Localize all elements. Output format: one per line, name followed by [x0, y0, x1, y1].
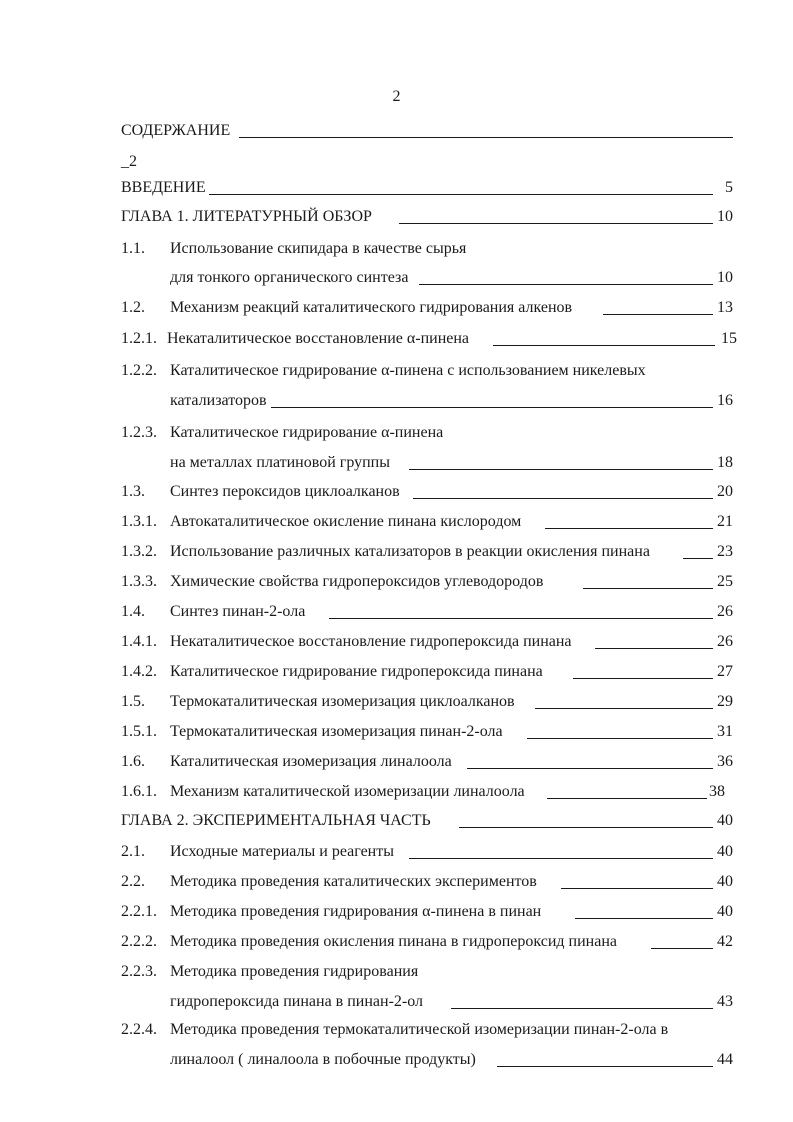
toc-entry — [121, 872, 733, 892]
toc-entry-text: Синтез пинан-2-ола — [170, 603, 306, 620]
toc-leader — [413, 498, 713, 499]
toc-entry-text: Методика проведения гидрирования — [170, 963, 419, 980]
toc-entry-text: Синтез пероксидов циклоалканов — [170, 483, 400, 500]
toc-entry-number: 1.4. — [121, 603, 145, 620]
toc-leader — [561, 888, 713, 889]
toc-entry — [121, 542, 733, 562]
toc-entry-page: 26 — [717, 633, 733, 650]
toc-entry-number: 1.1. — [121, 240, 145, 257]
toc-leader — [603, 314, 713, 315]
toc-leader — [459, 827, 713, 828]
toc-leader — [271, 407, 713, 408]
toc-entry-number: 1.2.1. — [121, 330, 157, 347]
toc-entry-number: 1.4.1. — [121, 633, 157, 650]
toc-entry — [121, 962, 733, 982]
toc-entry-page: 40 — [717, 873, 733, 890]
toc-entry — [121, 482, 733, 502]
toc-entry — [121, 811, 733, 831]
toc-leader — [651, 948, 713, 949]
toc-entry-page: 29 — [717, 693, 733, 710]
toc-entry-number: 1.2. — [121, 299, 145, 316]
toc-entry-number: 1.5.1. — [121, 723, 157, 740]
toc-entry-number: 2.1. — [121, 843, 145, 860]
toc-entry — [121, 902, 733, 922]
toc-entry-page: 42 — [717, 933, 733, 950]
toc-entry-number: 2.2. — [121, 873, 145, 890]
toc-entry — [121, 512, 733, 532]
toc-entry-page: 20 — [717, 483, 733, 500]
toc-entry — [121, 932, 733, 952]
toc-leader — [497, 1066, 713, 1067]
toc-entry-text: Химические свойства гидропероксидов углеводородов — [170, 573, 544, 590]
toc-leader — [575, 918, 713, 919]
toc-entry-text: Некаталитическое восстановление гидропероксида пинана — [170, 633, 572, 650]
toc-entry-text: Механизм каталитической изомеризации линалоола — [170, 783, 525, 800]
toc-leader — [467, 768, 713, 769]
toc-entry-text: Каталитическое гидрирование α-пинена с использованием никелевых — [170, 362, 646, 379]
toc-entry — [121, 662, 733, 682]
toc-entry-page: 10 — [717, 208, 733, 225]
toc-entry-page: 27 — [717, 663, 733, 680]
toc-leader — [409, 858, 713, 859]
toc-entry-number: 1.5. — [121, 693, 145, 710]
toc-entry-text: на металлах платиновой группы — [170, 454, 390, 471]
toc-entry — [121, 1020, 733, 1040]
toc-leader — [527, 738, 713, 739]
toc-entry — [121, 453, 733, 473]
toc-entry-page: 23 — [717, 543, 733, 560]
toc-entry-number: 1.6. — [121, 753, 145, 770]
toc-entry — [121, 361, 733, 381]
toc-entry-page: 13 — [717, 299, 733, 316]
toc-leader — [399, 223, 713, 224]
toc-entry-text: Каталитическая изомеризация линалоола — [170, 753, 452, 770]
toc-leader — [595, 648, 713, 649]
toc-leader — [409, 469, 713, 470]
toc-entry — [121, 1050, 733, 1070]
toc-entry-page: 21 — [717, 513, 733, 530]
toc-entry — [121, 692, 733, 712]
page-number: 2 — [392, 88, 401, 105]
toc-entry-page: 44 — [717, 1051, 733, 1068]
toc-entry-text: Использование различных катализаторов в реакции окисления пинана — [170, 543, 650, 560]
toc-entry-page: 5 — [725, 179, 733, 196]
toc-entry-text: Механизм реакций каталитического гидрирования алкенов — [170, 299, 573, 316]
toc-entry-number: 1.4.2. — [121, 663, 157, 680]
toc-entry-text: Автокаталитическое окисление пинана кислородом — [170, 513, 522, 530]
toc-leader — [573, 678, 713, 679]
toc-entry-text: Каталитическое гидрирование гидропероксида пинана — [170, 663, 543, 680]
toc-entry — [121, 329, 737, 349]
toc-entry-number: 2.2.1. — [121, 903, 157, 920]
toc-entry-page: 40 — [717, 843, 733, 860]
toc-entry — [121, 992, 733, 1012]
toc-entry-text: катализаторов — [170, 392, 267, 409]
toc-entry — [121, 842, 733, 862]
toc-entry — [121, 632, 733, 652]
toc-leader — [329, 618, 713, 619]
toc-entry-text: Методика проведения каталитических экспериментов — [170, 873, 537, 890]
toc-entry-page: 40 — [717, 812, 733, 829]
toc-entry-page: 31 — [717, 723, 733, 740]
toc-entry-text: ГЛАВА 2. ЭКСПЕРИМЕНТАЛЬНАЯ ЧАСТЬ — [121, 812, 431, 829]
toc-entry-text: Методика проведения окисления пинана в гидропероксид пинана — [170, 933, 617, 950]
toc-entry-text: Исходные материалы и реагенты — [170, 843, 394, 860]
toc-entry-page: 18 — [717, 454, 733, 471]
toc-entry-page: 25 — [717, 573, 733, 590]
toc-entry-number: 1.6.1. — [121, 783, 157, 800]
toc-entry-number: 2.2.4. — [121, 1021, 157, 1038]
toc-title: СОДЕРЖАНИЕ — [121, 122, 231, 139]
toc-title-page: _2 — [121, 153, 137, 170]
toc-entry-text: для тонкого органического синтеза — [170, 269, 409, 286]
toc-entry-page: 43 — [717, 993, 733, 1010]
toc-entry-number: 1.3.1. — [121, 513, 157, 530]
toc-entry-text: Методика проведения гидрирования α-пинена в пинан — [170, 903, 542, 920]
toc-leader — [419, 284, 713, 285]
toc-entry-number: 1.3.3. — [121, 573, 157, 590]
toc-entry-number: 2.2.2. — [121, 933, 157, 950]
toc-entry-number: 2.2.3. — [121, 963, 157, 980]
toc-leader — [209, 194, 713, 195]
toc-entry-text: Некаталитическое восстановление α-пинена — [167, 330, 470, 347]
toc-leader — [583, 588, 713, 589]
toc-title-row — [121, 121, 733, 141]
toc-entry-number: 1.2.3. — [121, 424, 157, 441]
toc-entry-number: 1.3.2. — [121, 543, 157, 560]
toc-entry-text: ГЛАВА 1. ЛИТЕРАТУРНЫЙ ОБЗОР — [121, 208, 372, 225]
toc-title-rule — [239, 137, 733, 138]
toc-entry — [121, 268, 733, 288]
toc-entry-text: Термокаталитическая изомеризация циклоалканов — [170, 693, 515, 710]
toc-entry-text: гидропероксида пинана в пинан-2-ол — [170, 993, 423, 1010]
toc-entry-page: 16 — [717, 392, 733, 409]
toc-entry-page: 26 — [717, 603, 733, 620]
toc-leader — [545, 528, 713, 529]
toc-entry-page: 36 — [717, 753, 733, 770]
toc-entry — [121, 239, 733, 259]
toc-entry — [121, 298, 733, 318]
toc-entry-page: 10 — [717, 269, 733, 286]
toc-entry — [121, 178, 733, 198]
toc-entry — [121, 423, 733, 443]
toc-leader — [547, 798, 707, 799]
toc-entry-page: 38 — [709, 783, 725, 800]
toc-entry-text: Использование скипидара в качестве сырья — [170, 240, 467, 257]
toc-entry-text: ВВЕДЕНИЕ — [121, 179, 206, 196]
toc-entry-page: 15 — [721, 330, 737, 347]
toc-entry — [121, 782, 733, 802]
toc-entry — [121, 207, 733, 227]
toc-entry — [121, 722, 733, 742]
toc-entry-text: Методика проведения термокаталитической изомеризации пинан-2-ола в — [170, 1021, 669, 1038]
toc-entry — [121, 752, 733, 772]
toc-entry — [121, 572, 733, 592]
toc-leader — [683, 558, 713, 559]
toc-entry-number: 1.2.2. — [121, 362, 157, 379]
toc-entry-number: 1.3. — [121, 483, 145, 500]
toc-entry — [121, 391, 733, 411]
toc-entry-text: линалоол ( линалоола в побочные продукты) — [170, 1051, 476, 1068]
toc-entry-page: 40 — [717, 903, 733, 920]
toc-leader — [451, 1008, 713, 1009]
toc-leader — [493, 345, 715, 346]
toc-entry-text: Термокаталитическая изомеризация пинан-2-ола — [170, 723, 503, 740]
toc-entry-text: Каталитическое гидрирование α-пинена — [170, 424, 444, 441]
toc-leader — [535, 708, 713, 709]
toc-entry — [121, 602, 733, 622]
